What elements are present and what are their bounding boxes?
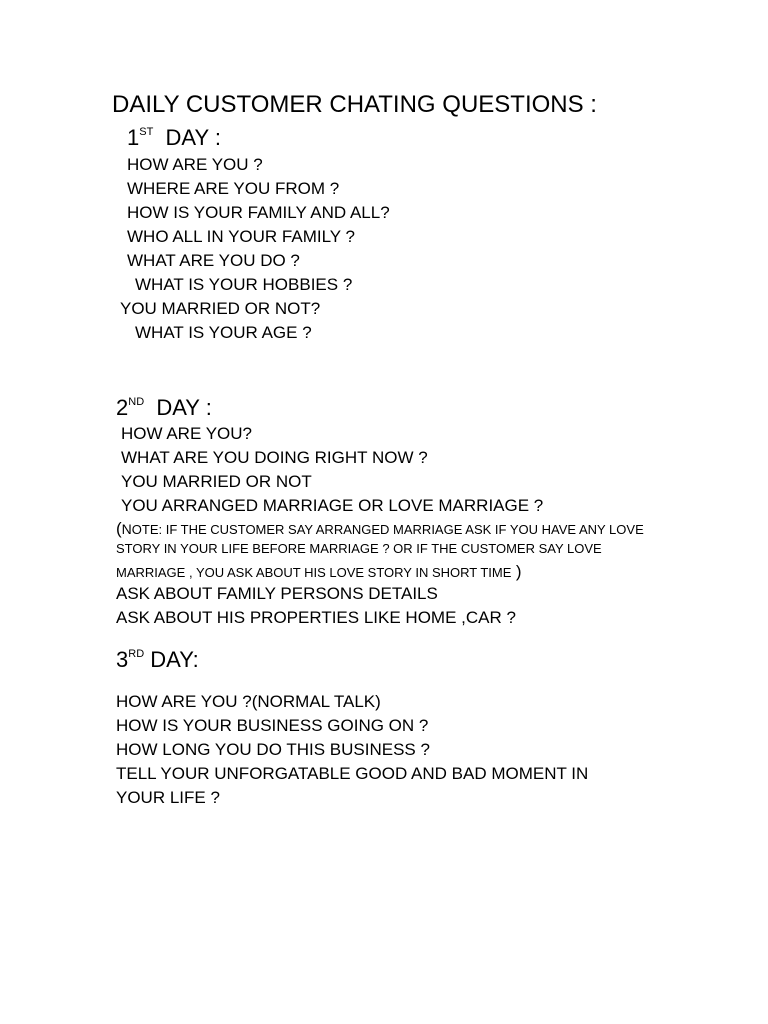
day2-label: DAY : (156, 395, 212, 420)
day1-number: 1 (127, 125, 140, 150)
day2-note-line1 (116, 520, 644, 538)
day3-question: HOW IS YOUR BUSINESS GOING ON ? (116, 716, 429, 735)
day2-ordinal: ND (128, 396, 145, 408)
day3-question: HOW LONG YOU DO THIS BUSINESS ? (116, 740, 430, 759)
note-open-paren: ( (116, 519, 122, 538)
day3-question: YOUR LIFE ? (116, 788, 220, 807)
day3-label: DAY: (150, 647, 199, 672)
day2-question: WHAT ARE YOU DOING RIGHT NOW ? (121, 448, 428, 467)
day1-question: HOW ARE YOU ? (127, 155, 263, 174)
day1-question: HOW IS YOUR FAMILY AND ALL? (127, 203, 390, 222)
day2-extra-item: ASK ABOUT FAMILY PERSONS DETAILS (116, 584, 438, 603)
day1-heading (127, 127, 221, 149)
day3-question: TELL YOUR UNFORGATABLE GOOD AND BAD MOMENT IN (116, 764, 589, 783)
day1-question: WHO ALL IN YOUR FAMILY ? (127, 227, 355, 246)
day3-question: HOW ARE YOU ?(NORMAL TALK) (116, 692, 381, 711)
day2-question: YOU ARRANGED MARRIAGE OR LOVE MARRIAGE ? (121, 496, 544, 515)
note-line3-text: MARRIAGE , YOU ASK ABOUT HIS LOVE STORY IN SHORT TIME (116, 565, 512, 580)
day2-heading (116, 397, 212, 419)
note-close-paren: ) (515, 562, 522, 581)
day2-number: 2 (116, 395, 129, 420)
note-line1-text: OTE: IF THE CUSTOMER SAY ARRANGED MARRIAGE ASK IF YOU HAVE ANY LOVE (131, 522, 644, 537)
day1-question: YOU MARRIED OR NOT? (120, 299, 321, 318)
day1-question: WHAT IS YOUR HOBBIES ? (135, 275, 353, 294)
day2-question: HOW ARE YOU? (121, 424, 252, 443)
day3-heading (116, 649, 199, 671)
day1-label: DAY : (165, 125, 221, 150)
day1-question: WHAT ARE YOU DO ? (127, 251, 300, 270)
day3-number: 3 (116, 647, 129, 672)
day2-note-line3 (116, 563, 522, 581)
day2-question: YOU MARRIED OR NOT (121, 472, 312, 491)
day2-note-line2: STORY IN YOUR LIFE BEFORE MARRIAGE ? OR IF THE CUSTOMER SAY LOVE (116, 541, 602, 556)
day1-ordinal: ST (139, 126, 154, 138)
note-first-letter: N (121, 521, 132, 537)
day1-question: WHAT IS YOUR AGE ? (135, 323, 312, 342)
day1-question: WHERE ARE YOU FROM ? (127, 179, 340, 198)
document-title: DAILY CUSTOMER CHATING QUESTIONS : (112, 91, 597, 118)
day2-extra-item: ASK ABOUT HIS PROPERTIES LIKE HOME ,CAR ? (116, 608, 516, 627)
day3-ordinal: RD (128, 648, 145, 660)
